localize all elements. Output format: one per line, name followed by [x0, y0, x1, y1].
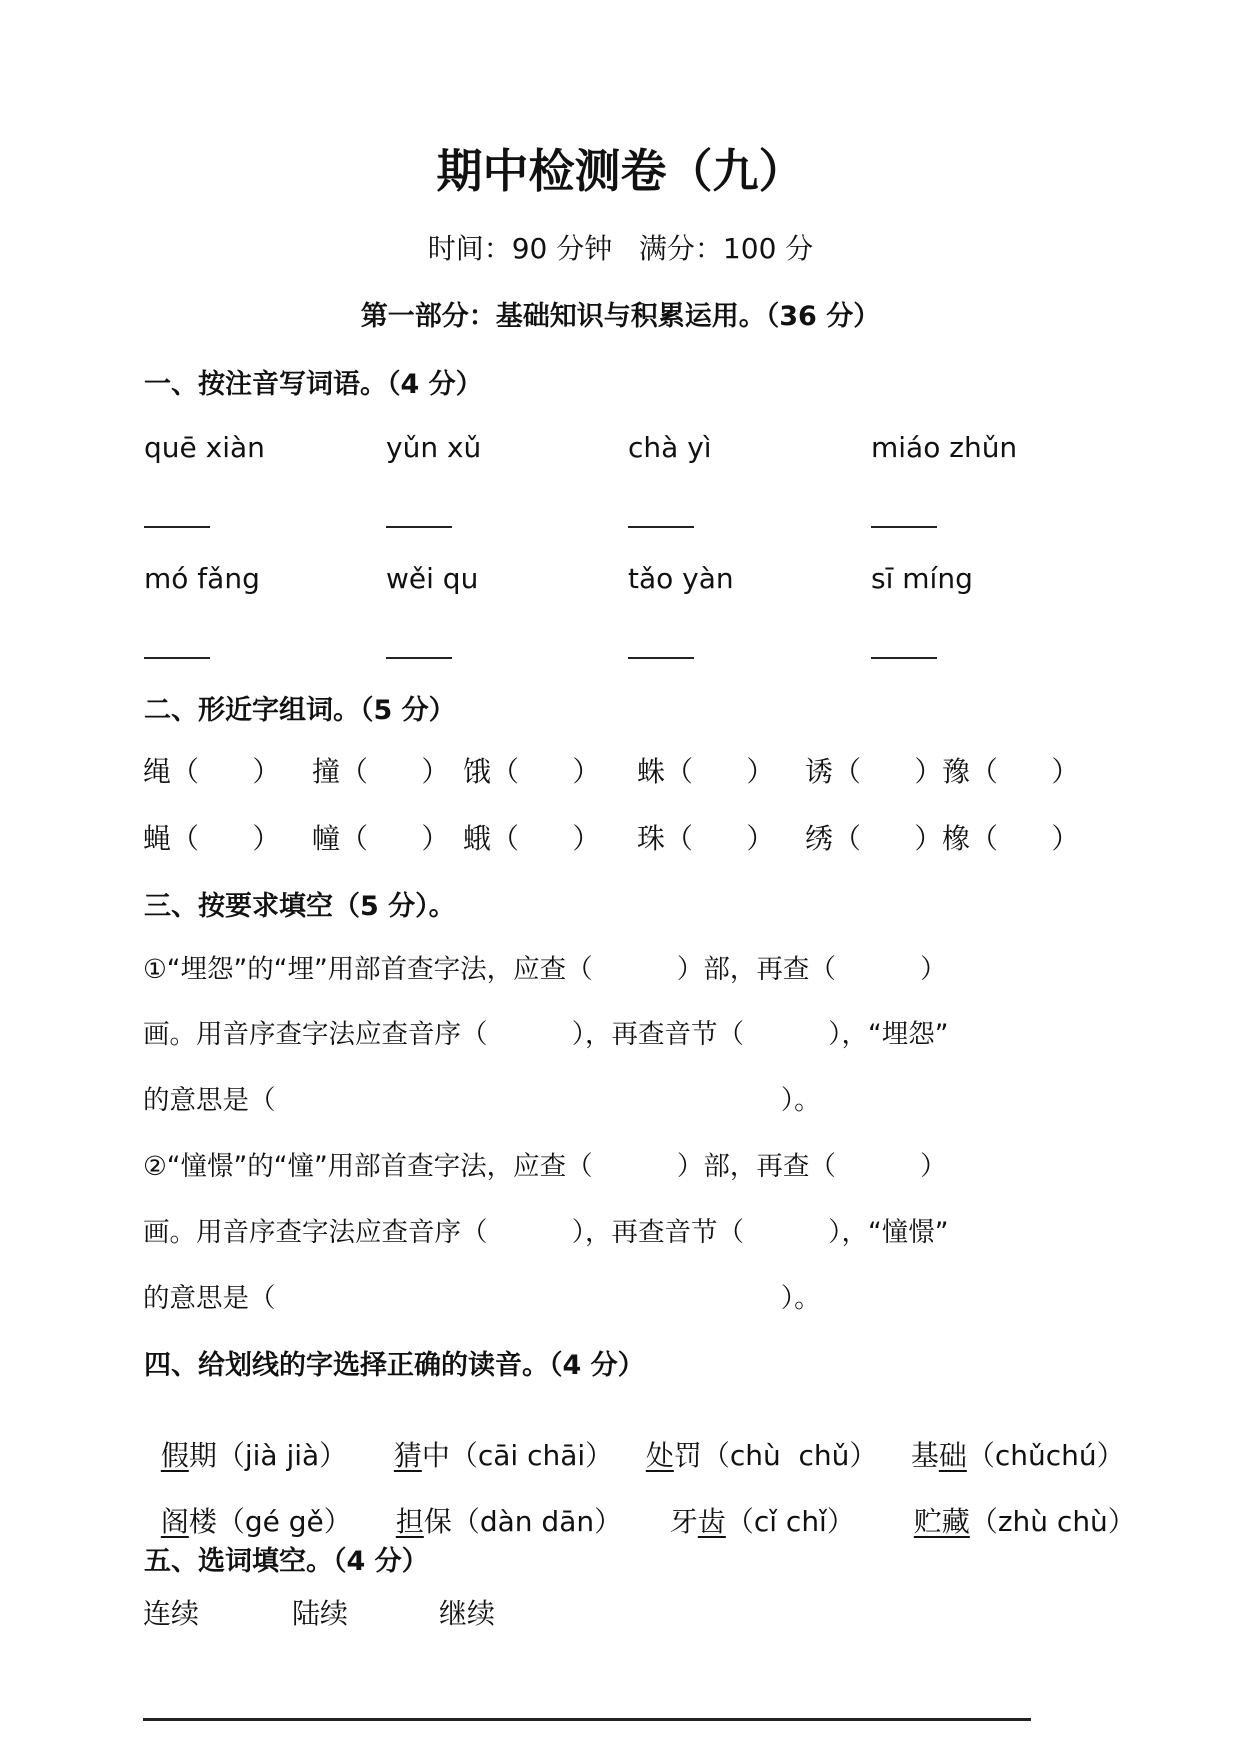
- pinyin-options: （dàn dān）: [451, 1505, 623, 1538]
- underlined-char: 贮藏: [913, 1505, 970, 1538]
- answer-blank[interactable]: [628, 657, 694, 659]
- answer-blank[interactable]: [386, 526, 452, 528]
- section2-heading: 二、形近字组词。（5 分）: [144, 695, 456, 726]
- pinyin-options: （chǔchú）: [966, 1439, 1125, 1472]
- answer-blank[interactable]: [871, 526, 937, 528]
- question-line: 画。用音序查字法应查音序（ ），再查音节（ ），“埋怨”: [143, 1019, 949, 1050]
- answer-blank[interactable]: [144, 657, 210, 659]
- word-choice: 陆续: [292, 1597, 349, 1630]
- reading-item: [378, 1480, 622, 1536]
- char-item: 诱（ ）: [805, 755, 943, 788]
- answer-blank[interactable]: [386, 657, 452, 659]
- pinyin-item: miáo zhǔn: [871, 431, 1018, 464]
- word-suffix: 楼: [188, 1505, 217, 1538]
- word-suffix: 期: [188, 1439, 217, 1472]
- underlined-char: 担: [395, 1505, 424, 1538]
- section4-heading: 四、给划线的字选择正确的读音。（4 分）: [144, 1350, 645, 1381]
- pinyin-item: mó fǎng: [144, 562, 260, 595]
- pinyin-options: （chù chǔ）: [701, 1439, 878, 1472]
- reading-item: [896, 1480, 1136, 1536]
- answer-blank[interactable]: [871, 657, 937, 659]
- pinyin-item: quē xiàn: [144, 431, 265, 464]
- word-choice: 继续: [439, 1597, 496, 1630]
- underlined-char: 阁: [160, 1505, 189, 1538]
- char-item: 蛛（ ）: [637, 755, 775, 788]
- pinyin-options: （zhù chù）: [969, 1505, 1136, 1538]
- char-item: 蝇（ ）: [143, 822, 281, 855]
- underlined-char: 处: [645, 1439, 674, 1472]
- answer-blank[interactable]: [144, 526, 210, 528]
- word-prefix: 基: [910, 1439, 939, 1472]
- answer-blank[interactable]: [628, 526, 694, 528]
- underlined-char: 假: [160, 1439, 189, 1472]
- char-item: 蛾（ ）: [463, 822, 601, 855]
- question-line: ②“憧憬”的“憧”用部首查字法，应查（ ）部，再查（ ）: [143, 1151, 947, 1182]
- reading-item: [628, 1414, 877, 1470]
- char-item: 绳（ ）: [143, 755, 281, 788]
- reading-item: [652, 1480, 855, 1536]
- pinyin-options: （jià jià）: [216, 1439, 348, 1472]
- section5-heading: 五、选词填空。（4 分）: [144, 1546, 429, 1577]
- word-prefix: 牙: [669, 1505, 698, 1538]
- char-item: 豫（ ）: [942, 755, 1080, 788]
- pinyin-item: sī míng: [871, 562, 973, 595]
- question-line: 的意思是（ ）。: [143, 1085, 821, 1116]
- underlined-char: 础: [938, 1439, 967, 1472]
- char-item: 幢（ ）: [312, 822, 450, 855]
- char-item: 饿（ ）: [463, 755, 601, 788]
- char-item: 珠（ ）: [637, 822, 775, 855]
- part-title: 第一部分：基础知识与积累运用。（36 分）: [360, 301, 881, 332]
- question-line: 的意思是（ ）。: [143, 1283, 821, 1314]
- section1-heading: 一、按注音写词语。（4 分）: [144, 369, 483, 400]
- reading-item: [143, 1480, 352, 1536]
- page-title: 期中检测卷（九）: [436, 144, 805, 198]
- pinyin-item: yǔn xǔ: [386, 431, 482, 464]
- char-item: 橡（ ）: [942, 822, 1080, 855]
- exam-info: 时间：90 分钟 满分：100 分: [427, 232, 814, 265]
- pinyin-options: （cāi chāi）: [449, 1439, 614, 1472]
- reading-item: [376, 1414, 613, 1470]
- section3-heading: 三、按要求填空（5 分）。: [144, 891, 456, 922]
- pinyin-item: wěi qu: [386, 562, 479, 595]
- underlined-char: 猜: [393, 1439, 422, 1472]
- pinyin-item: tǎo yàn: [628, 562, 734, 595]
- pinyin-options: （cǐ chǐ）: [725, 1505, 855, 1538]
- word-suffix: 中: [421, 1439, 450, 1472]
- question-line: 画。用音序查字法应查音序（ ），再查音节（ ），“憧憬”: [143, 1217, 949, 1248]
- word-suffix: 罚: [673, 1439, 702, 1472]
- answer-line[interactable]: [143, 1718, 1031, 1721]
- question-line: ①“埋怨”的“埋”用部首查字法，应查（ ）部，再查（ ）: [143, 954, 947, 985]
- reading-item: [893, 1414, 1125, 1470]
- word-suffix: 保: [423, 1505, 452, 1538]
- word-choice: 连续: [143, 1597, 200, 1630]
- underlined-char: 齿: [697, 1505, 726, 1538]
- reading-item: [143, 1414, 347, 1470]
- char-item: 绣（ ）: [805, 822, 943, 855]
- char-item: 撞（ ）: [312, 755, 450, 788]
- pinyin-options: （gé gě）: [216, 1505, 352, 1538]
- pinyin-item: chà yì: [628, 431, 712, 464]
